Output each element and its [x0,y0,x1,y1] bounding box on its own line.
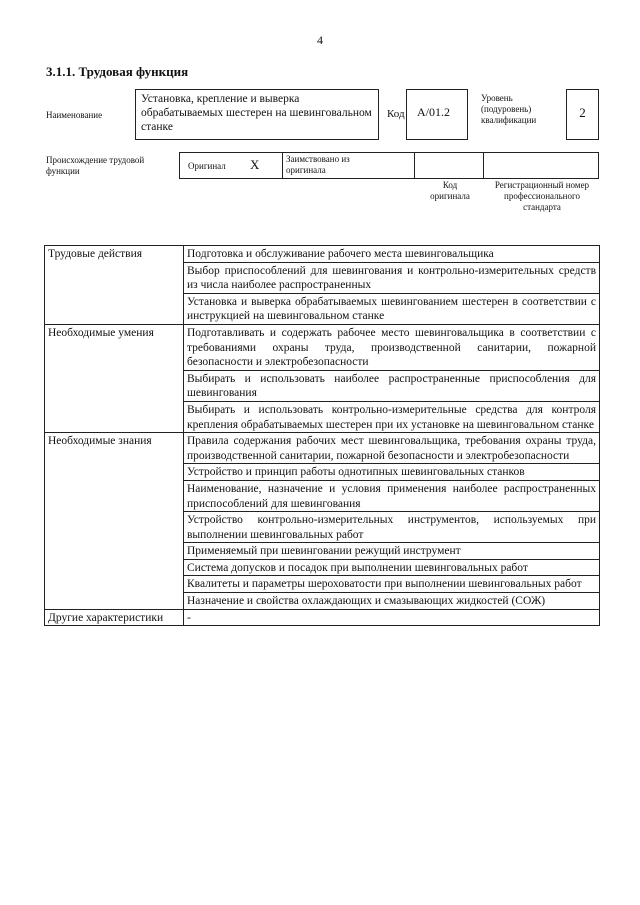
reg-number-caption [490,180,594,213]
function-details-table [44,245,600,626]
row-header-other: Другие характеристики [45,609,184,626]
code-value: А/01.2 [406,89,468,140]
table-row [45,246,600,263]
table-cell: Устройство контрольно-измерительных инструментов, используемых при выполнении шевинговальных работ [184,512,600,543]
table-cell: Система допусков и посадок при выполнении шевинговальных работ [184,559,600,576]
table-cell: Назначение и свойства охлаждающих и смазывающих жидкостей (СОЖ) [184,593,600,610]
qualification-level-label [481,93,561,126]
table-cell: Наименование, назначение и условия применения наиболее распространенных приспособлений для шевингования [184,480,600,511]
original-code-caption-text: Код оригинала [430,180,470,201]
section-title: 3.1.1. Трудовая функция [46,64,189,79]
table-cell: Выбор приспособлений для шевингования и контрольно-измерительных средств из числа наиболее распространенных [184,262,600,293]
original-code-caption [418,180,482,202]
table-cell: Применяемый при шевинговании режущий инструмент [184,543,600,560]
qualification-level-value: 2 [566,89,599,140]
borrowed-label: Заимствовано из оригинала [286,154,350,175]
table-cell: Подготавливать и содержать рабочее место шевинговальщика в соответствии с требованиями охраны труда, производственной санитарии, пожарной безопасности и электробезопасности [184,324,600,370]
table-row [45,433,600,464]
origin-label [46,155,171,177]
function-name-box: Установка, крепление и выверка обрабатываемых шестерен на шевинговальном станке [135,89,379,140]
row-header-labor-actions: Трудовые действия [45,246,184,325]
origin-label-text: Происхождение трудовой функции [46,155,145,176]
table-cell: Устройство и принцип работы однотипных шевинговальных станков [184,464,600,481]
table-row [45,324,600,370]
table-cell: Установка и выверка обрабатываемых шевингованием шестерен в соответствии с инструкцией на шевинговальном станке [184,293,600,324]
page-number: 4 [317,33,323,47]
row-header-knowledge: Необходимые знания [45,433,184,610]
original-code-cell [415,153,484,178]
table-row [45,609,600,626]
table-cell: Квалитеты и параметры шероховатости при выполнении шевинговальных работ [184,576,600,593]
reg-number-caption-text: Регистрационный номер профессионального стандарта [494,180,590,212]
borrowed-cell [283,153,415,178]
table-cell: Подготовка и обслуживание рабочего места шевинговальщика [184,246,600,263]
qualification-level-label-text: Уровень (подуровень) квалификации [481,93,537,125]
original-label: Оригинал [188,161,226,171]
original-cell [180,153,283,178]
reg-number-cell [484,153,598,178]
table-cell: Выбирать и использовать контрольно-измерительные средства для контроля крепления обрабатываемых шестерен при их установке на шевинговальном станке [184,401,600,432]
code-label: Код [387,108,405,120]
table-cell: - [184,609,600,626]
original-mark: X [250,157,260,172]
name-label: Наименование [46,110,103,120]
table-cell: Выбирать и использовать наиболее распространенные приспособления для шевингования [184,370,600,401]
row-header-skills: Необходимые умения [45,324,184,432]
table-cell: Правила содержания рабочих мест шевинговальщика, требования охраны труда, производственной санитарии, пожарной безопасности и электробезопасности [184,433,600,464]
origin-row [179,152,599,179]
